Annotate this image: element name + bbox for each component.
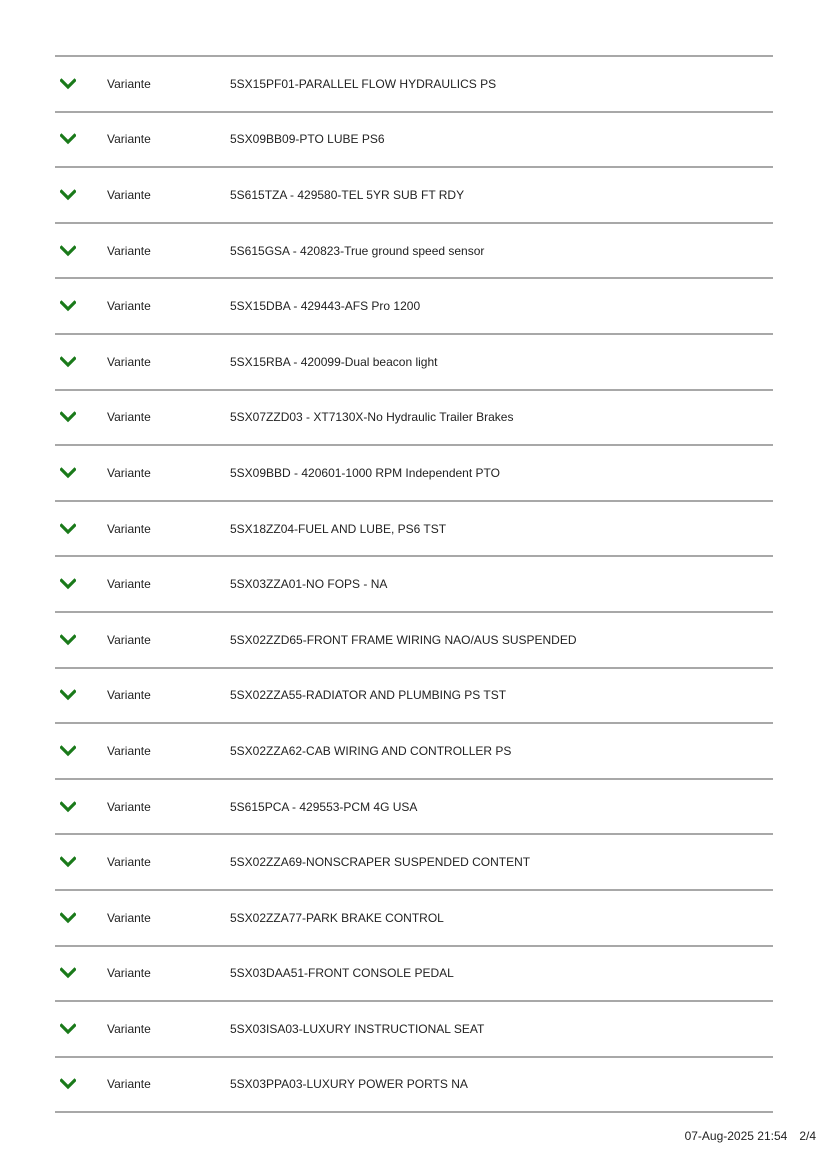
item-description: 5SX07ZZD03 - XT7130X-No Hydraulic Trailer Brakes [230, 410, 514, 425]
chevron-down-icon[interactable] [60, 912, 76, 924]
item-description: 5S615PCA - 429553-PCM 4G USA [230, 799, 418, 814]
list-item [55, 835, 773, 891]
item-type: Variante [107, 410, 151, 425]
chevron-down-icon[interactable] [60, 745, 76, 757]
item-type: Variante [107, 465, 151, 480]
chevron-down-icon[interactable] [60, 801, 76, 813]
item-type: Variante [107, 132, 151, 147]
list-item [55, 391, 773, 447]
item-type: Variante [107, 243, 151, 258]
item-description: 5SX02ZZD65-FRONT FRAME WIRING NAO/AUS SUSPENDED [230, 632, 577, 647]
item-type: Variante [107, 855, 151, 870]
chevron-down-icon[interactable] [60, 78, 76, 90]
list-item [55, 446, 773, 502]
item-description: 5SX03ZZA01-NO FOPS - NA [230, 577, 388, 592]
item-type: Variante [107, 910, 151, 925]
item-type: Variante [107, 1077, 151, 1092]
chevron-down-icon[interactable] [60, 523, 76, 535]
item-type: Variante [107, 354, 151, 369]
item-description: 5SX15PF01-PARALLEL FLOW HYDRAULICS PS [230, 76, 497, 91]
item-type: Variante [107, 577, 151, 592]
chevron-down-icon[interactable] [60, 411, 76, 423]
item-description: 5SX02ZZA55-RADIATOR AND PLUMBING PS TST [230, 688, 507, 703]
item-type: Variante [107, 688, 151, 703]
item-type: Variante [107, 299, 151, 314]
chevron-down-icon[interactable] [60, 1078, 76, 1090]
item-type: Variante [107, 76, 151, 91]
chevron-down-icon[interactable] [60, 189, 76, 201]
item-description: 5S615GSA - 420823-True ground speed sensor [230, 243, 485, 258]
chevron-down-icon[interactable] [60, 300, 76, 312]
chevron-down-icon[interactable] [60, 578, 76, 590]
chevron-down-icon[interactable] [60, 967, 76, 979]
chevron-down-icon[interactable] [60, 689, 76, 701]
item-description: 5SX15DBA - 429443-AFS Pro 1200 [230, 299, 421, 314]
chevron-down-icon[interactable] [60, 467, 76, 479]
item-type: Variante [107, 799, 151, 814]
list-item [55, 168, 773, 224]
chevron-down-icon[interactable] [60, 856, 76, 868]
list-item [55, 669, 773, 725]
item-type: Variante [107, 187, 151, 202]
item-description: 5S615TZA - 429580-TEL 5YR SUB FT RDY [230, 187, 465, 202]
chevron-down-icon[interactable] [60, 245, 76, 257]
item-type: Variante [107, 632, 151, 647]
item-description: 5SX09BBD - 420601-1000 RPM Independent PTO [230, 465, 500, 480]
item-type: Variante [107, 521, 151, 536]
list-item [55, 724, 773, 780]
list-item [55, 947, 773, 1003]
print-timestamp: 07-Aug-2025 21:54 [684, 1129, 788, 1143]
list-item [55, 1002, 773, 1058]
item-description: 5SX03PPA03-LUXURY POWER PORTS NA [230, 1077, 468, 1092]
list-item [55, 891, 773, 947]
item-description: 5SX09BB09-PTO LUBE PS6 [230, 132, 385, 147]
chevron-down-icon[interactable] [60, 1023, 76, 1035]
item-description: 5SX02ZZA77-PARK BRAKE CONTROL [230, 910, 444, 925]
item-description: 5SX18ZZ04-FUEL AND LUBE, PS6 TST [230, 521, 447, 536]
list-item [55, 557, 773, 613]
list-item [55, 224, 773, 280]
item-type: Variante [107, 966, 151, 981]
item-description: 5SX15RBA - 420099-Dual beacon light [230, 354, 438, 369]
list-item [55, 502, 773, 558]
variant-list [55, 55, 773, 1113]
list-item [55, 113, 773, 169]
item-type: Variante [107, 743, 151, 758]
list-item [55, 780, 773, 836]
chevron-down-icon[interactable] [60, 356, 76, 368]
page-footer [685, 1129, 816, 1143]
chevron-down-icon[interactable] [60, 634, 76, 646]
item-type: Variante [107, 1021, 151, 1036]
chevron-down-icon[interactable] [60, 133, 76, 145]
item-description: 5SX02ZZA69-NONSCRAPER SUSPENDED CONTENT [230, 855, 531, 870]
list-item [55, 57, 773, 113]
list-item [55, 335, 773, 391]
item-description: 5SX03DAA51-FRONT CONSOLE PEDAL [230, 966, 454, 981]
list-item [55, 1058, 773, 1114]
item-description: 5SX03ISA03-LUXURY INSTRUCTIONAL SEAT [230, 1021, 485, 1036]
list-item [55, 613, 773, 669]
item-description: 5SX02ZZA62-CAB WIRING AND CONTROLLER PS [230, 743, 512, 758]
page-number: 2/4 [799, 1129, 816, 1143]
list-item [55, 279, 773, 335]
